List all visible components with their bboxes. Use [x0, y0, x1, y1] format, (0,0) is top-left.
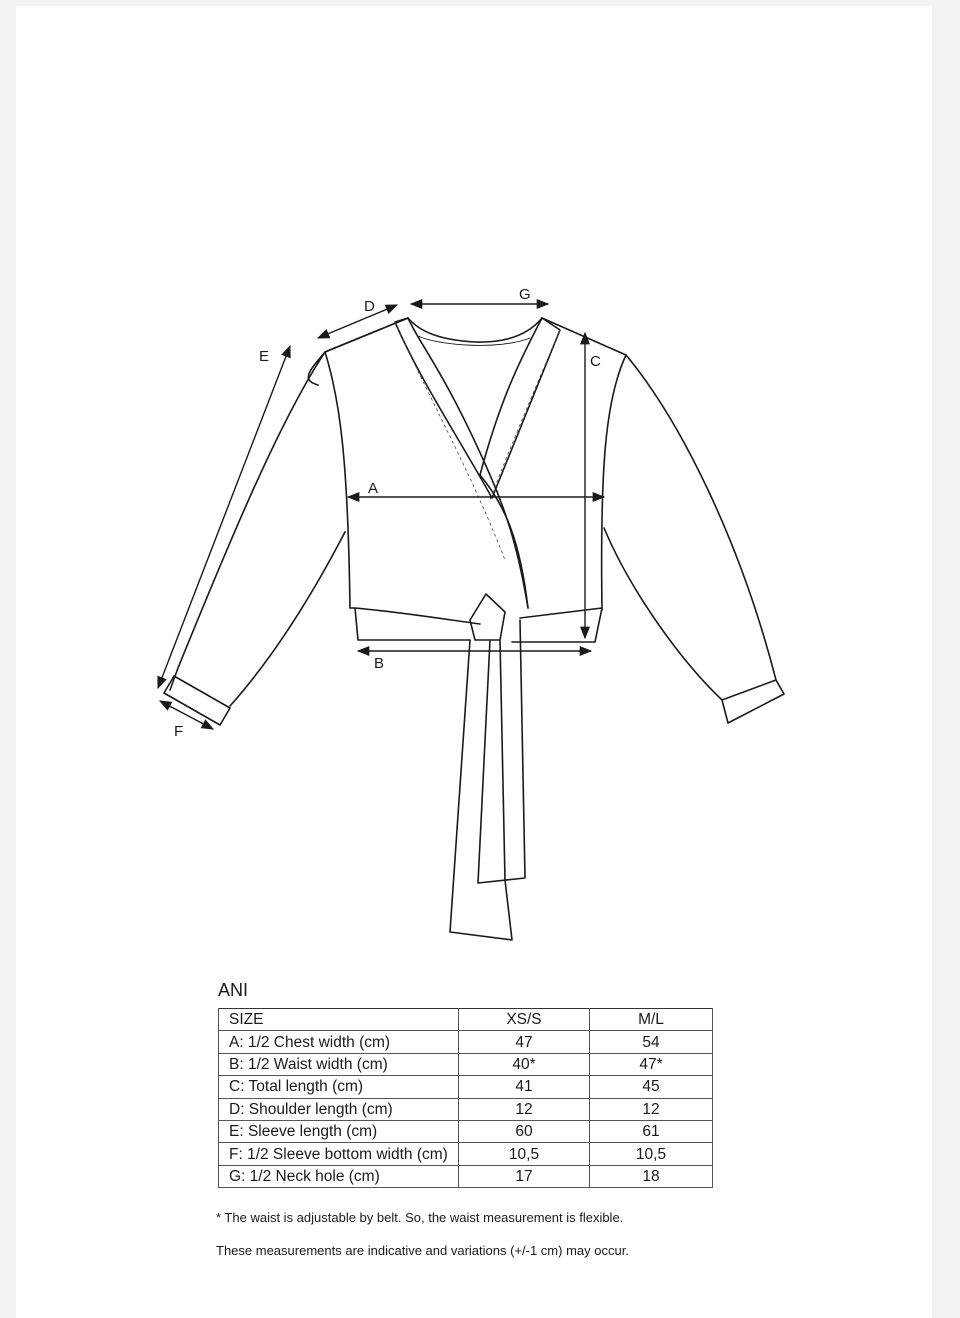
table-row: [219, 1053, 713, 1075]
hem-band: [350, 608, 602, 642]
label-c: C: [590, 353, 601, 370]
row-value-m-l: 45: [590, 1076, 713, 1098]
body-left-side: [325, 318, 528, 608]
belt-tie-long: [450, 640, 512, 940]
table-header-row: [219, 1009, 713, 1031]
row-value-m-l: 61: [590, 1120, 713, 1142]
table-row: [219, 1165, 713, 1187]
table-row: [219, 1031, 713, 1053]
body-right-side: [480, 318, 626, 610]
row-value-xs-s: 60: [459, 1120, 590, 1142]
right-sleeve: [604, 355, 776, 700]
row-value-m-l: 10,5: [590, 1143, 713, 1165]
row-value-xs-s: 10,5: [459, 1143, 590, 1165]
label-f: F: [174, 723, 184, 740]
arrow-d: [318, 305, 397, 338]
waist-note: * The waist is adjustable by belt. So, the waist measurement is flexible.: [216, 1210, 624, 1225]
row-label: B: 1/2 Waist width (cm): [219, 1053, 459, 1075]
row-value-xs-s: 40*: [459, 1053, 590, 1075]
label-d: D: [364, 298, 375, 315]
header-size-m-l: M/L: [590, 1009, 713, 1031]
row-value-xs-s: 17: [459, 1165, 590, 1187]
row-value-m-l: 47*: [590, 1053, 713, 1075]
left-cuff: [164, 676, 230, 725]
table-row: [219, 1098, 713, 1120]
row-value-xs-s: 12: [459, 1098, 590, 1120]
row-label: C: Total length (cm): [219, 1076, 459, 1098]
row-value-xs-s: 47: [459, 1031, 590, 1053]
table-row: [219, 1143, 713, 1165]
label-e: E: [259, 348, 270, 365]
product-name: ANI: [218, 980, 249, 1000]
label-b: B: [374, 655, 385, 672]
row-value-xs-s: 41: [459, 1076, 590, 1098]
row-value-m-l: 54: [590, 1031, 713, 1053]
row-label: F: 1/2 Sleeve bottom width (cm): [219, 1143, 459, 1165]
arrow-e: [158, 346, 290, 688]
table-row: [219, 1120, 713, 1142]
row-label: A: 1/2 Chest width (cm): [219, 1031, 459, 1053]
disclaimer-note: These measurements are indicative and variations (+/-1 cm) may occur.: [216, 1243, 629, 1258]
row-label: G: 1/2 Neck hole (cm): [219, 1165, 459, 1187]
table-row: [219, 1076, 713, 1098]
header-size-label: SIZE: [219, 1009, 459, 1031]
neckline: [408, 318, 542, 342]
left-sleeve: [170, 352, 345, 706]
size-table: [218, 1008, 713, 1188]
belt-knot: [470, 594, 505, 640]
row-value-m-l: 12: [590, 1098, 713, 1120]
header-size-xs-s: XS/S: [459, 1009, 590, 1031]
row-value-m-l: 18: [590, 1165, 713, 1187]
row-label: E: Sleeve length (cm): [219, 1120, 459, 1142]
right-cuff: [722, 680, 784, 723]
label-g: G: [519, 286, 531, 303]
label-a: A: [368, 480, 379, 497]
belt-tie-short: [478, 620, 525, 883]
row-label: D: Shoulder length (cm): [219, 1098, 459, 1120]
